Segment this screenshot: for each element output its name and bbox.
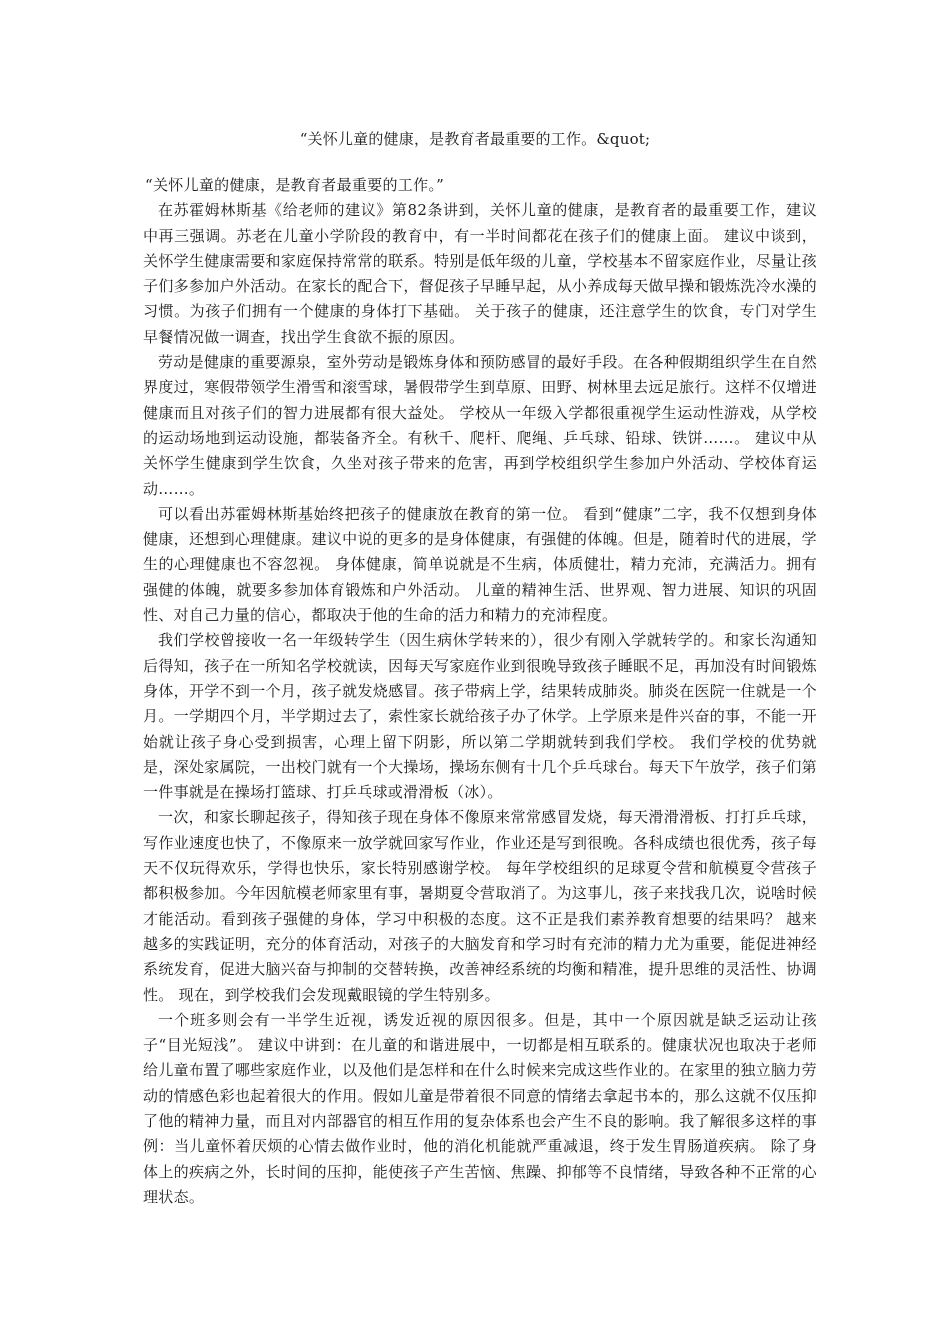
paragraph-2: 劳动是健康的重要源泉，室外劳动是锻炼身体和预防感冒的最好手段。在各种假期组织学生在自然界度过，寒假带领学生滑雪和滚雪球，暑假带学生到草原、田野、树林里去远足旅行。这样不仅增进健康而且对孩子们的智力进展都有很大益处。 学校从一年级入学都很重视学生运动性游戏，从学校的运动场地到运动设施，都装备齐全。有秋千、爬杆、爬绳、乒乓球、铅球、铁饼……。 建议中从关怀学生健康到学生饮食，久坐对孩子带来的危害，再到学校组织学生参加户外活动、学校体育运动……。 <box>143 353 817 498</box>
paragraph-5: 一次，和家长聊起孩子，得知孩子现在身体不像原来常常感冒发烧，每天滑滑滑板、打打乒乓球，写作业速度也快了，不像原来一放学就回家写作业，作业还是写到很晚。各科成绩也很优秀，孩子每天不仅玩得欢乐，学得也快乐，家长特别感谢学校。 每年学校组织的足球夏令营和航模夏令营孩子都积极参加。今年因航模老师家里有事，暑期夏令营取消了。为这事儿，孩子来找我几次，说啥时候才能活动。看到孩子强健的身体，学习中积极的态度。这不正是我们素养教育想要的结果吗？ 越来越多的实践证明，充分的体育活动，对孩子的大脑发育和学习时有充沛的精力尤为重要，能促进神经系统发育，促进大脑兴奋与抑制的交替转换，改善神经系统的均衡和精准，提升思维的灵活性、协调性。 现在，到学校我们会发现戴眼镜的学生特别多。 <box>143 808 817 1004</box>
document-body <box>143 173 817 1210</box>
paragraph-3: 可以看出苏霍姆林斯基始终把孩子的健康放在教育的第一位。 看到“健康”二字，我不仅想到身体健康，还想到心理健康。建议中说的更多的是身体健康，有强健的体魄。但是，随着时代的进展，学生的心理健康也不容忽视。 身体健康，简单说就是不生病，体质健壮，精力充沛，充满活力。拥有强健的体魄，就要多参加体育锻炼和户外活动。 儿童的精神生活、世界观、智力进展、知识的巩固性、对自己力量的信心，都取决于他的生命的活力和精力的充沛程度。 <box>143 504 817 625</box>
paragraph-6: 一个班多则会有一半学生近视，诱发近视的原因很多。但是，其中一个原因就是缺乏运动让孩子“目光短浅”。 建议中讲到：在儿童的和谐进展中，一切都是相互联系的。健康状况也取决于老师给儿童布置了哪些家庭作业，以及他们是怎样和在什么时候来完成这些作业的。在家里的独立脑力劳动的情感色彩也起着很大的作用。假如儿童是带着很不同意的情绪去拿起书本的，那么这就不仅压抑了他的精神力量，而且对内部器官的相互作用的复杂体系也会产生不良的影响。我了解很多这样的事例：当儿童怀着厌烦的心情去做作业时，他的消化机能就严重减退，终于发生胃肠道疾病。 除了身体上的疾病之外，长时间的压抑，能使孩子产生苦恼、焦躁、抑郁等不良情绪，导致各种不正常的心理状态。 <box>143 1010 817 1206</box>
document-heading: “关怀儿童的健康，是教育者最重要的工作。” <box>145 176 445 194</box>
paragraph-1: 在苏霍姆林斯基《给老师的建议》第82条讲到，关怀儿童的健康，是教育者的最重要工作，建议中再三强调。苏老在儿童小学阶段的教育中，有一半时间都花在孩子们的健康上面。 建议中谈到，关怀学生健康需要和家庭保持常常的联系。特别是低年级的儿童，学校基本不留家庭作业，尽量让孩子们多参加户外活动。在家长的配合下，督促孩子早睡早起，从小养成每天做早操和锻炼洗冷水澡的习惯。为孩子们拥有一个健康的身体打下基础。 关于孩子的健康，还注意学生的饮食，专门对学生早餐情况做一调查，找出学生食欲不振的原因。 <box>143 201 817 346</box>
document-title: “关怀儿童的健康，是教育者最重要的工作。&quot; <box>299 130 651 148</box>
paragraph-4: 我们学校曾接收一名一年级转学生（因生病休学转来的），很少有刚入学就转学的。和家长沟通知后得知，孩子在一所知名学校就读，因每天写家庭作业到很晚导致孩子睡眠不足，再加没有时间锻炼身体，开学不到一个月，孩子就发烧感冒。孩子带病上学，结果转成肺炎。肺炎在医院一住就是一个月。一学期四个月，半学期过去了，索性家长就给孩子办了休学。上学原来是件兴奋的事，不能一开始就让孩子身心受到损害，心理上留下阴影，所以第二学期就转到我们学校。 我们学校的优势就是，深处家属院，一出校门就有一个大操场，操场东侧有十几个乒乓球台。每天下午放学，孩子们第一件事就是在操场打篮球、打乒乓球或滑滑板（冰）。 <box>143 631 817 802</box>
